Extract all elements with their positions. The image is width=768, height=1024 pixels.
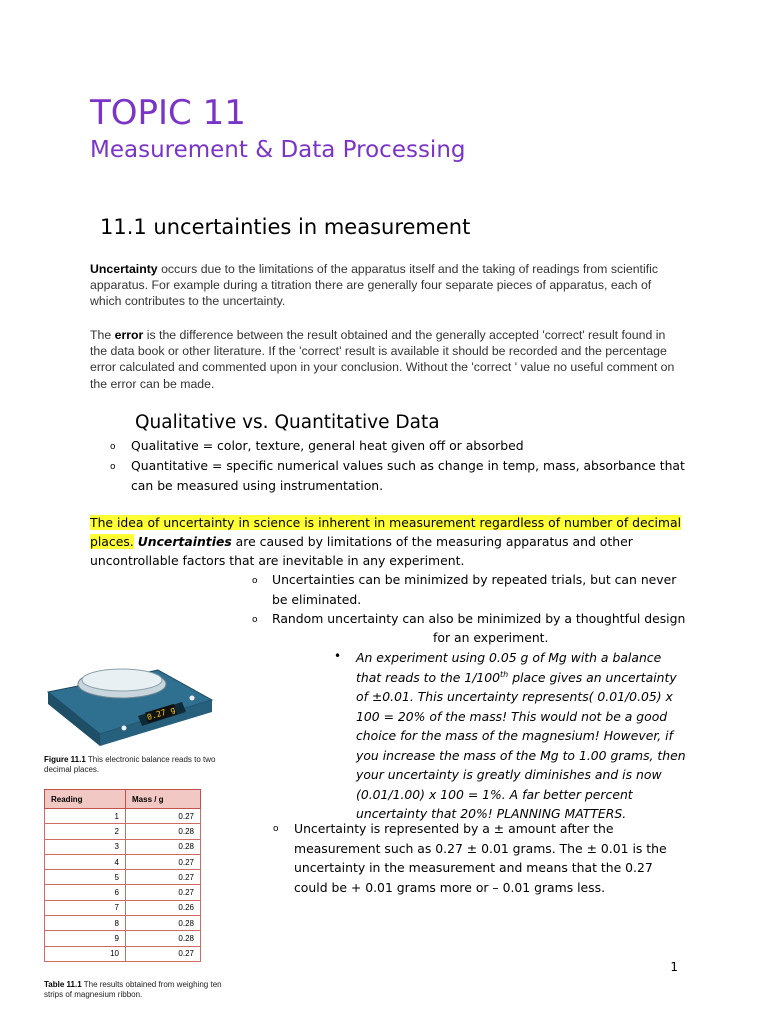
table-row [45, 809, 201, 824]
highlighted-text: The idea of uncertainty in science is inherent in measurement regardless of number of decimal [90, 515, 682, 530]
table-row [45, 824, 201, 839]
uncertainty-term: Uncertainty [90, 262, 158, 276]
highlighted-text-2: places. [90, 534, 134, 549]
reading-cell: 7 [45, 900, 126, 915]
bullet-random-uncertainty-cont: for an experiment. [433, 630, 549, 645]
reading-cell: 6 [45, 885, 126, 900]
table-caption [44, 980, 224, 1000]
mass-cell: 0.26 [126, 900, 201, 915]
bullet-quantitative: Quantitative = specific numerical values such as change in temp, mass, absorbance that [131, 458, 685, 473]
table-row [45, 916, 201, 931]
table-row [45, 839, 201, 854]
reading-cell: 2 [45, 824, 126, 839]
mass-table [44, 789, 201, 962]
balance-display-reading: 0.27 g [146, 704, 177, 723]
uncertainties-term: Uncertainties [137, 534, 232, 549]
reading-cell: 10 [45, 946, 126, 961]
example-line: your uncertainty is greatly diminishes and is now [356, 767, 662, 782]
mass-table-container [44, 789, 201, 962]
highlight-line-1 [90, 513, 681, 533]
bullet-quantitative-cont: can be measured using instrumentation. [131, 478, 384, 493]
bullet3-line: uncertainty in the measurement and means that the 0.27 [294, 860, 653, 875]
ordinal-suffix: th [500, 669, 509, 679]
bullet-marker: o [252, 576, 258, 586]
section-heading: 11.1 uncertainties in measurement [100, 215, 471, 239]
bullet-repeated-trials-cont: be eliminated. [272, 592, 362, 607]
example-line [356, 668, 686, 688]
mass-cell: 0.27 [126, 870, 201, 885]
reading-cell: 8 [45, 916, 126, 931]
table-caption-text: The results obtained from weighing ten strips of magnesium ribbon. [44, 980, 222, 999]
mass-cell: 0.28 [126, 931, 201, 946]
balance-pan [82, 669, 162, 691]
page-title: TOPIC 11 [90, 93, 246, 133]
bullet3-line: Uncertainty is represented by a ± amount after the [294, 821, 614, 836]
example-line: (0.01/1.00) x 100 = 1%. A far better percent [356, 786, 633, 802]
figure-caption [44, 755, 219, 775]
page-number: 1 [670, 960, 678, 974]
bullet3-line: measurement such as 0.27 ± 0.01 grams. The ± 0.01 is the [294, 840, 667, 856]
bullet-marker: o [252, 615, 258, 625]
bullet-marker: o [273, 824, 279, 834]
bullet-repeated-trials: Uncertainties can be minimized by repeated trials, but can never [272, 572, 677, 587]
electronic-balance-figure [40, 642, 220, 750]
error-term: error [114, 328, 144, 342]
figure-caption-label: Figure 11.1 [44, 755, 86, 764]
reading-cell: 4 [45, 854, 126, 869]
example-line: uncertainty that 20%! PLANNING MATTERS. [356, 806, 627, 821]
table-caption-label: Table 11.1 [44, 980, 82, 989]
example-line: you increase the mass of the Mg to 1.00 grams, then [356, 747, 686, 763]
reading-cell: 3 [45, 839, 126, 854]
mass-cell: 0.27 [126, 885, 201, 900]
balance-button [190, 696, 195, 701]
highlight-line-2 [90, 532, 633, 552]
table-row [45, 931, 201, 946]
bullet-random-uncertainty: Random uncertainty can also be minimized by a thoughtful design [272, 611, 686, 626]
error-lead: The [90, 328, 115, 342]
mass-cell: 0.28 [126, 839, 201, 854]
uncertainties-text: are caused by limitations of the measuring apparatus and other [231, 534, 633, 549]
table-header-reading: Reading [45, 790, 126, 809]
example-line: An experiment using 0.05 g of Mg with a balance [356, 650, 662, 665]
balance-button [122, 726, 127, 731]
figure-caption-text: This electronic balance reads to two decimal places. [44, 755, 216, 774]
bullet-qualitative: Qualitative = color, texture, general heat given off or absorbed [131, 438, 524, 453]
bullet-marker: o [110, 462, 116, 472]
example-line: choice for the mass of the magnesium! However, if [356, 728, 673, 743]
uncertainty-text: occurs due to the limitations of the apparatus itself and the taking of readings from scientific apparatus. For example during a titration there are generally four separate pieces of apparatus, each of which contributes to the uncertainty. [90, 262, 658, 309]
mass-cell: 0.28 [126, 824, 201, 839]
bullet-dot: • [334, 649, 342, 663]
table-row [45, 900, 201, 915]
plus-minus-bullet [294, 819, 674, 897]
table-header-row [45, 790, 201, 809]
example-line-part: that reads to the 1/100 [356, 669, 501, 685]
error-text: is the difference between the result obtained and the generally accepted 'correct' result found in the data book or other literature. If the 'correct' result is available it should be recorded and the percentage error calculated and commented upon in your conclusion. Without the 'correct ' value no useful comment on the error can be made. [90, 328, 675, 391]
example-line: 100 = 20% of the mass! This would not be a good [356, 708, 668, 724]
example-line: of ±0.01. This uncertainty represents( 0.01/0.05) x [356, 689, 673, 704]
table-row [45, 946, 201, 961]
bullet3-line: could be + 0.01 grams more or – 0.01 grams less. [294, 879, 606, 895]
table-header-mass: Mass / g [126, 790, 201, 809]
example-line-part: place gives an uncertainty [508, 669, 677, 685]
bullet-marker: o [110, 442, 116, 452]
uncertainty-paragraph [90, 261, 680, 310]
reading-cell: 5 [45, 870, 126, 885]
reading-cell: 9 [45, 931, 126, 946]
para3-line-3: uncontrollable factors that are inevitable in any experiment. [90, 553, 465, 568]
page-subtitle: Measurement & Data Processing [90, 137, 466, 163]
qual-quant-heading: Qualitative vs. Quantitative Data [135, 412, 440, 433]
reading-cell: 1 [45, 809, 126, 824]
mass-cell: 0.28 [126, 916, 201, 931]
table-row [45, 870, 201, 885]
error-paragraph [90, 327, 685, 392]
mass-cell: 0.27 [126, 946, 201, 961]
mass-cell: 0.27 [126, 854, 201, 869]
magnesium-example [356, 648, 686, 824]
table-row [45, 854, 201, 869]
mass-cell: 0.27 [126, 809, 201, 824]
table-row [45, 885, 201, 900]
